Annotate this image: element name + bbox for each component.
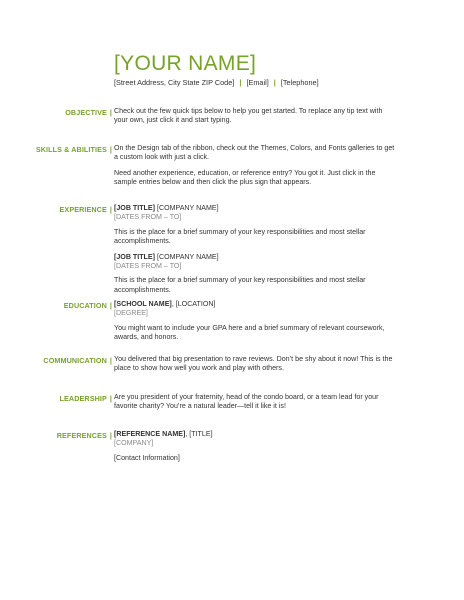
job-title[interactable]: [JOB TITLE]: [114, 204, 155, 212]
education-summary[interactable]: You might want to include your GPA here and a brief summary of relevant coursework, awards, and honors.: [114, 323, 385, 342]
education-content: [114, 300, 396, 343]
reference-title[interactable]: , [TITLE]: [185, 430, 213, 438]
skills-paragraph[interactable]: On the Design tab of the ribbon, check out the Themes, Colors, and Fonts galleries to get a custom look with just a click.: [114, 144, 395, 162]
objective-text[interactable]: Check out the few quick tips below to help you get started. To replace any tip text with your own, just click it and start typing.: [114, 107, 383, 125]
section-label-leadership: LEADERSHIP |: [59, 394, 112, 403]
skills-content: [114, 144, 396, 194]
skills-paragraph[interactable]: Need another experience, education, or reference entry? You got it. Just click in the sample entries below and then click the plus sign that appears.: [114, 168, 376, 187]
telephone-field[interactable]: [Telephone]: [280, 78, 319, 87]
job-title[interactable]: [JOB TITLE]: [114, 252, 155, 261]
section-label-communication: COMMUNICATION |: [43, 356, 112, 365]
job-summary[interactable]: This is the place for a brief summary of your key responsibilities and most stellar accomplishments.: [114, 276, 366, 294]
references-content: [114, 430, 396, 463]
section-label-skills: SKILLS & ABILITIES |: [35, 145, 112, 154]
job-summary[interactable]: This is the place for a brief summary of your key responsibilities and most stellar accomplishments.: [114, 227, 366, 246]
leadership-text[interactable]: Are you president of your fraternity, head of the condo board, or a team lead for your favorite charity? You’re a natural leader—tell it like it is!: [114, 393, 379, 411]
reference-company[interactable]: [COMPANY]: [114, 439, 154, 448]
separator: |: [239, 78, 242, 87]
job-dates[interactable]: [DATES FROM – TO]: [114, 213, 182, 222]
reference-contact[interactable]: [Contact Information]: [114, 453, 180, 462]
degree[interactable]: [DEGREE]: [114, 309, 148, 318]
candidate-name[interactable]: [YOUR NAME]: [114, 52, 257, 75]
section-label-references: REFERENCES |: [56, 431, 112, 440]
company-name[interactable]: [COMPANY NAME]: [156, 204, 219, 212]
job-dates[interactable]: [DATES FROM – TO]: [114, 262, 182, 271]
address-field[interactable]: [Street Address, City State ZIP Code]: [114, 78, 235, 87]
experience-entry[interactable]: [114, 253, 396, 296]
contact-line: [114, 78, 319, 87]
experience-entry[interactable]: [114, 204, 396, 247]
company-name[interactable]: [COMPANY NAME]: [156, 252, 219, 261]
school-name[interactable]: [SCHOOL NAME]: [114, 300, 172, 308]
reference-name[interactable]: [REFERENCE NAME]: [114, 430, 186, 438]
separator: |: [273, 78, 276, 87]
section-label-experience: EXPERIENCE |: [59, 205, 112, 214]
communication-text[interactable]: You delivered that big presentation to rave reviews. Don’t be shy about it now! This is the place to show how well you work and play with others.: [114, 355, 393, 373]
section-label-objective: OBJECTIVE |: [65, 108, 112, 117]
email-field[interactable]: [Email]: [246, 78, 269, 87]
section-label-education: EDUCATION |: [63, 301, 112, 310]
school-location[interactable]: , [LOCATION]: [171, 300, 216, 308]
experience-content: [114, 204, 396, 301]
